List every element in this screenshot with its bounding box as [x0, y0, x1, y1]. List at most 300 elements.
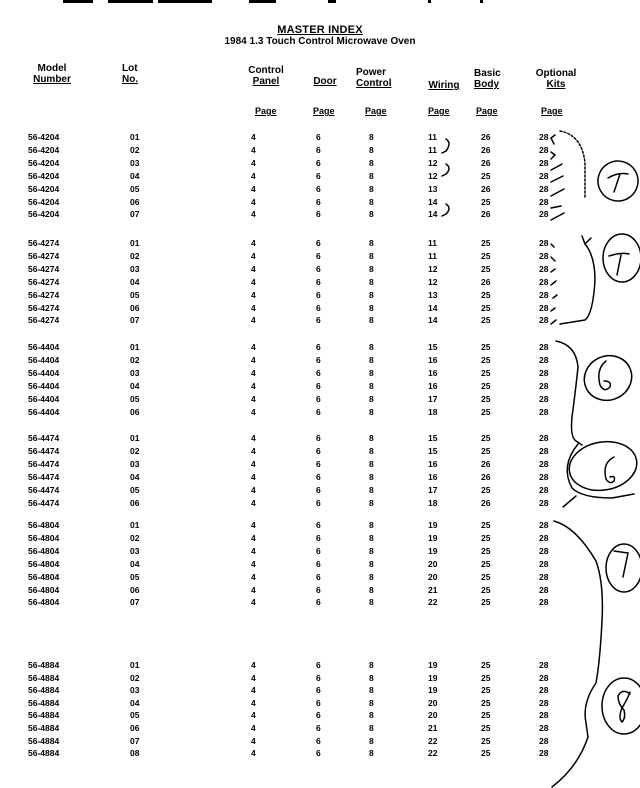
- wiring-page-cell: 20: [428, 710, 438, 721]
- door-page-cell: 6: [316, 520, 321, 530]
- header-line: Basic: [474, 68, 501, 79]
- header-control-panel: [244, 65, 288, 87]
- optional-kits-page-cell: 28: [539, 238, 549, 248]
- basic-body-page-cell: 25: [481, 355, 491, 365]
- wiring-page-cell: 16: [428, 459, 438, 469]
- basic-body-page-cell: 26: [481, 157, 491, 168]
- power-control-page-cell: 8: [369, 532, 374, 543]
- door-page-cell: 6: [316, 498, 321, 508]
- wiring-page-cell: 22: [428, 735, 438, 746]
- wiring-page-cell: 15: [428, 433, 438, 443]
- model-number-cell: 56-4804: [28, 545, 60, 556]
- table-row: [0, 355, 640, 366]
- control-panel-page-cell: 4: [251, 263, 256, 274]
- lot-number-cell: 05: [130, 289, 140, 300]
- header-optional-kits: [533, 68, 579, 90]
- power-control-page-cell: 8: [369, 394, 374, 404]
- model-number-cell: 56-4204: [28, 209, 60, 220]
- lot-number-cell: 05: [130, 183, 140, 194]
- header-wiring: [426, 80, 462, 91]
- table-row: [0, 197, 640, 208]
- basic-body-page-cell: 25: [481, 710, 491, 721]
- door-page-cell: 6: [316, 355, 321, 365]
- basic-body-page-cell: 25: [481, 238, 491, 248]
- door-page-cell: 6: [316, 685, 321, 696]
- basic-body-page-cell: 25: [481, 672, 491, 683]
- model-number-cell: 56-4474: [28, 472, 60, 482]
- cropped-previous-content: [0, 0, 640, 4]
- lot-number-cell: 07: [130, 735, 140, 746]
- model-number-cell: 56-4404: [28, 355, 60, 365]
- door-page-cell: 6: [316, 157, 321, 168]
- wiring-page-cell: 22: [428, 748, 438, 759]
- power-control-page-cell: 8: [369, 263, 374, 274]
- model-number-cell: 56-4884: [28, 685, 60, 696]
- model-number-cell: 56-4804: [28, 532, 60, 543]
- wiring-page-cell: 19: [428, 532, 438, 543]
- wiring-page-cell: 20: [428, 571, 438, 582]
- model-number-cell: 56-4474: [28, 433, 60, 443]
- wiring-page-cell: 17: [428, 394, 438, 404]
- control-panel-page-cell: 4: [251, 144, 256, 155]
- control-panel-page-cell: 4: [251, 276, 256, 287]
- table-row: [0, 459, 640, 470]
- power-control-page-cell: 8: [369, 710, 374, 721]
- power-control-page-cell: 8: [369, 597, 374, 608]
- optional-kits-page-cell: 28: [539, 723, 549, 733]
- door-page-cell: 6: [316, 238, 321, 248]
- header-line: Model: [37, 63, 67, 74]
- model-number-cell: 56-4204: [28, 144, 60, 155]
- wiring-page-cell: 12: [428, 170, 438, 181]
- lot-number-cell: 02: [130, 672, 140, 683]
- model-number-cell: 56-4274: [28, 289, 60, 300]
- basic-body-page-cell: 25: [481, 368, 491, 378]
- basic-body-page-cell: 26: [481, 132, 491, 142]
- power-control-page-cell: 8: [369, 238, 374, 248]
- wiring-page-cell: 16: [428, 368, 438, 378]
- model-number-cell: 56-4204: [28, 170, 60, 181]
- optional-kits-page-cell: 28: [539, 597, 549, 608]
- wiring-page-cell: 16: [428, 381, 438, 391]
- model-number-cell: 56-4884: [28, 723, 60, 733]
- control-panel-page-cell: 4: [251, 183, 256, 194]
- door-page-cell: 6: [316, 289, 321, 300]
- model-number-cell: 56-4274: [28, 250, 60, 261]
- table-row: [0, 698, 640, 709]
- table-row: [0, 472, 640, 483]
- wiring-page-cell: 13: [428, 183, 438, 194]
- optional-kits-page-cell: 28: [539, 407, 549, 417]
- lot-number-cell: 06: [130, 723, 140, 733]
- door-page-cell: 6: [316, 315, 321, 326]
- door-page-cell: 6: [316, 302, 321, 313]
- lot-number-cell: 03: [130, 368, 140, 378]
- lot-number-cell: 05: [130, 485, 140, 495]
- table-row: [0, 520, 640, 531]
- optional-kits-page-cell: 28: [539, 250, 549, 261]
- door-page-cell: 6: [316, 584, 321, 595]
- optional-kits-page-cell: 28: [539, 157, 549, 168]
- control-panel-page-cell: 4: [251, 697, 256, 708]
- optional-kits-page-cell: 28: [539, 183, 549, 194]
- lot-number-cell: 02: [130, 250, 140, 261]
- door-page-cell: 6: [316, 170, 321, 181]
- model-number-cell: 56-4274: [28, 302, 60, 313]
- basic-body-page-cell: 25: [481, 407, 491, 417]
- model-number-cell: 56-4204: [28, 196, 60, 207]
- control-panel-page-cell: 4: [251, 289, 256, 300]
- lot-number-cell: 06: [130, 302, 140, 313]
- wiring-page-cell: 11: [428, 144, 437, 155]
- wiring-page-cell: 21: [428, 723, 438, 733]
- basic-body-page-cell: 26: [481, 209, 491, 220]
- power-control-page-cell: 8: [369, 685, 374, 696]
- basic-body-page-cell: 25: [481, 697, 491, 708]
- door-page-cell: 6: [316, 381, 321, 391]
- wiring-page-cell: 13: [428, 289, 438, 300]
- basic-body-page-cell: 26: [481, 498, 491, 508]
- wiring-page-cell: 15: [428, 446, 438, 456]
- table-row: [0, 145, 640, 156]
- basic-body-page-cell: 25: [481, 302, 491, 313]
- door-page-cell: 6: [316, 710, 321, 721]
- power-control-page-cell: 8: [369, 157, 374, 168]
- header-line: Number: [33, 74, 71, 85]
- power-control-page-cell: 8: [369, 209, 374, 220]
- model-number-cell: 56-4274: [28, 276, 60, 287]
- lot-number-cell: 04: [130, 558, 140, 569]
- control-panel-page-cell: 4: [251, 342, 256, 352]
- basic-body-page-cell: 26: [481, 472, 491, 482]
- power-control-page-cell: 8: [369, 407, 374, 417]
- control-panel-page-cell: 4: [251, 368, 256, 378]
- wiring-page-cell: 12: [428, 276, 438, 287]
- door-page-cell: 6: [316, 368, 321, 378]
- optional-kits-page-cell: 28: [539, 472, 549, 482]
- lot-number-cell: 05: [130, 394, 140, 404]
- lot-number-cell: 07: [130, 209, 140, 220]
- wiring-page-cell: 12: [428, 157, 438, 168]
- power-control-page-cell: 8: [369, 584, 374, 595]
- table-row: [0, 209, 640, 220]
- table-row: [0, 407, 640, 418]
- lot-number-cell: 06: [130, 407, 140, 417]
- optional-kits-page-cell: 28: [539, 144, 549, 155]
- basic-body-page-cell: 26: [481, 276, 491, 287]
- lot-number-cell: 04: [130, 381, 140, 391]
- model-number-cell: 56-4404: [28, 368, 60, 378]
- door-page-cell: 6: [316, 459, 321, 469]
- optional-kits-page-cell: 28: [539, 315, 549, 326]
- door-page-cell: 6: [316, 558, 321, 569]
- lot-number-cell: 03: [130, 685, 140, 696]
- wiring-page-cell: 19: [428, 672, 438, 683]
- lot-number-cell: 05: [130, 571, 140, 582]
- control-panel-page-cell: 4: [251, 394, 256, 404]
- power-control-page-cell: 8: [369, 144, 374, 155]
- basic-body-page-cell: 25: [481, 170, 491, 181]
- lot-number-cell: 04: [130, 170, 140, 181]
- table-row: [0, 303, 640, 314]
- basic-body-page-cell: 26: [481, 459, 491, 469]
- basic-body-page-cell: 25: [481, 394, 491, 404]
- power-control-page-cell: 8: [369, 132, 374, 142]
- basic-body-page-cell: 25: [481, 584, 491, 595]
- model-number-cell: 56-4474: [28, 485, 60, 495]
- optional-kits-page-cell: 28: [539, 685, 549, 696]
- control-panel-page-cell: 4: [251, 209, 256, 220]
- lot-number-cell: 07: [130, 597, 140, 608]
- optional-kits-page-cell: 28: [539, 532, 549, 543]
- lot-number-cell: 01: [130, 520, 140, 530]
- optional-kits-page-cell: 28: [539, 342, 549, 352]
- lot-number-cell: 02: [130, 446, 140, 456]
- control-panel-page-cell: 4: [251, 748, 256, 759]
- table-row: [0, 660, 640, 671]
- table-row: [0, 559, 640, 570]
- table-row: [0, 381, 640, 392]
- power-control-page-cell: 8: [369, 276, 374, 287]
- power-control-page-cell: 8: [369, 355, 374, 365]
- door-page-cell: 6: [316, 276, 321, 287]
- power-control-page-cell: 8: [369, 381, 374, 391]
- wiring-page-cell: 11: [428, 132, 437, 142]
- control-panel-page-cell: 4: [251, 381, 256, 391]
- lot-number-cell: 08: [130, 748, 140, 759]
- power-control-page-cell: 8: [369, 672, 374, 683]
- control-panel-page-cell: 4: [251, 472, 256, 482]
- model-number-cell: 56-4404: [28, 381, 60, 391]
- power-control-page-cell: 8: [369, 170, 374, 181]
- page-subheader-basic-body: Page: [476, 106, 498, 116]
- basic-body-page-cell: 25: [481, 723, 491, 733]
- header-line: Optional: [535, 68, 577, 79]
- power-control-page-cell: 8: [369, 472, 374, 482]
- optional-kits-page-cell: 28: [539, 584, 549, 595]
- wiring-page-cell: 14: [428, 315, 438, 326]
- wiring-page-cell: 20: [428, 558, 438, 569]
- model-number-cell: 56-4204: [28, 132, 60, 142]
- control-panel-page-cell: 4: [251, 132, 256, 142]
- lot-number-cell: 01: [130, 238, 140, 248]
- basic-body-page-cell: 25: [481, 685, 491, 696]
- power-control-page-cell: 8: [369, 446, 374, 456]
- lot-number-cell: 06: [130, 498, 140, 508]
- table-row: [0, 585, 640, 596]
- optional-kits-page-cell: 28: [539, 571, 549, 582]
- table-row: [0, 485, 640, 496]
- basic-body-page-cell: 25: [481, 571, 491, 582]
- power-control-page-cell: 8: [369, 498, 374, 508]
- lot-number-cell: 01: [130, 132, 140, 142]
- basic-body-page-cell: 25: [481, 250, 491, 261]
- control-panel-page-cell: 4: [251, 238, 256, 248]
- model-number-cell: 56-4884: [28, 672, 60, 683]
- model-number-cell: 56-4274: [28, 315, 60, 326]
- power-control-page-cell: 8: [369, 459, 374, 469]
- door-page-cell: 6: [316, 735, 321, 746]
- table-row: [0, 597, 640, 608]
- control-panel-page-cell: 4: [251, 597, 256, 608]
- basic-body-page-cell: 25: [481, 315, 491, 326]
- lot-number-cell: 02: [130, 532, 140, 543]
- lot-number-cell: 06: [130, 584, 140, 595]
- model-number-cell: 56-4884: [28, 660, 60, 670]
- page-subheader-power-control: Page: [365, 106, 387, 116]
- power-control-page-cell: 8: [369, 697, 374, 708]
- optional-kits-page-cell: 28: [539, 381, 549, 391]
- page-subheader-control-panel: Page: [255, 106, 277, 116]
- optional-kits-page-cell: 28: [539, 459, 549, 469]
- basic-body-page-cell: 25: [481, 748, 491, 759]
- door-page-cell: 6: [316, 394, 321, 404]
- header-line: Kits: [546, 79, 566, 90]
- basic-body-page-cell: 25: [481, 597, 491, 608]
- control-panel-page-cell: 4: [251, 735, 256, 746]
- power-control-page-cell: 8: [369, 735, 374, 746]
- wiring-page-cell: 11: [428, 238, 437, 248]
- lot-number-cell: 01: [130, 433, 140, 443]
- door-page-cell: 6: [316, 660, 321, 670]
- lot-number-cell: 06: [130, 196, 140, 207]
- page-subtitle: 1984 1.3 Touch Control Microwave Oven: [224, 36, 416, 47]
- model-number-cell: 56-4804: [28, 597, 60, 608]
- wiring-page-cell: 14: [428, 196, 438, 207]
- basic-body-page-cell: 25: [481, 558, 491, 569]
- control-panel-page-cell: 4: [251, 446, 256, 456]
- page-subheader-wiring: Page: [428, 106, 450, 116]
- header-line: Door: [313, 76, 337, 87]
- basic-body-page-cell: 25: [481, 520, 491, 530]
- model-number-cell: 56-4404: [28, 342, 60, 352]
- power-control-page-cell: 8: [369, 748, 374, 759]
- control-panel-page-cell: 4: [251, 660, 256, 670]
- wiring-page-cell: 19: [428, 520, 438, 530]
- door-page-cell: 6: [316, 446, 321, 456]
- header-line: Control: [356, 78, 392, 89]
- basic-body-page-cell: 26: [481, 144, 491, 155]
- basic-body-page-cell: 25: [481, 196, 491, 207]
- table-row: [0, 132, 640, 143]
- header-power-control: [356, 67, 400, 89]
- door-page-cell: 6: [316, 132, 321, 142]
- wiring-page-cell: 18: [428, 498, 438, 508]
- control-panel-page-cell: 4: [251, 407, 256, 417]
- optional-kits-page-cell: 28: [539, 748, 549, 759]
- header-door: [310, 76, 340, 87]
- table-row: [0, 251, 640, 262]
- control-panel-page-cell: 4: [251, 302, 256, 313]
- basic-body-page-cell: 25: [481, 485, 491, 495]
- control-panel-page-cell: 4: [251, 355, 256, 365]
- wiring-page-cell: 22: [428, 597, 438, 608]
- model-number-cell: 56-4804: [28, 571, 60, 582]
- power-control-page-cell: 8: [369, 545, 374, 556]
- lot-number-cell: 02: [130, 144, 140, 155]
- lot-number-cell: 01: [130, 660, 140, 670]
- header-line: No.: [122, 74, 139, 85]
- model-number-cell: 56-4804: [28, 584, 60, 595]
- lot-number-cell: 03: [130, 545, 140, 556]
- basic-body-page-cell: 25: [481, 545, 491, 556]
- table-row: [0, 394, 640, 405]
- door-page-cell: 6: [316, 571, 321, 582]
- power-control-page-cell: 8: [369, 196, 374, 207]
- table-row: [0, 546, 640, 557]
- model-number-cell: 56-4474: [28, 459, 60, 469]
- wiring-page-cell: 19: [428, 685, 438, 696]
- model-number-cell: 56-4274: [28, 263, 60, 274]
- control-panel-page-cell: 4: [251, 723, 256, 733]
- table-row: [0, 171, 640, 182]
- basic-body-page-cell: 25: [481, 381, 491, 391]
- power-control-page-cell: 8: [369, 660, 374, 670]
- model-number-cell: 56-4884: [28, 735, 60, 746]
- control-panel-page-cell: 4: [251, 672, 256, 683]
- control-panel-page-cell: 4: [251, 532, 256, 543]
- model-number-cell: 56-4804: [28, 520, 60, 530]
- lot-number-cell: 03: [130, 459, 140, 469]
- table-row: [0, 446, 640, 457]
- optional-kits-page-cell: 28: [539, 735, 549, 746]
- optional-kits-page-cell: 28: [539, 545, 549, 556]
- optional-kits-page-cell: 28: [539, 132, 549, 142]
- power-control-page-cell: 8: [369, 315, 374, 326]
- optional-kits-page-cell: 28: [539, 697, 549, 708]
- power-control-page-cell: 8: [369, 250, 374, 261]
- wiring-page-cell: 16: [428, 355, 438, 365]
- header-lot-no: [122, 63, 150, 85]
- table-row: [0, 533, 640, 544]
- table-row: [0, 433, 640, 444]
- control-panel-page-cell: 4: [251, 520, 256, 530]
- table-row: [0, 572, 640, 583]
- optional-kits-page-cell: 28: [539, 433, 549, 443]
- optional-kits-page-cell: 28: [539, 276, 549, 287]
- door-page-cell: 6: [316, 723, 321, 733]
- optional-kits-page-cell: 28: [539, 520, 549, 530]
- control-panel-page-cell: 4: [251, 685, 256, 696]
- page-subheader-door: Page: [313, 106, 335, 116]
- wiring-page-cell: 14: [428, 209, 438, 220]
- optional-kits-page-cell: 28: [539, 289, 549, 300]
- door-page-cell: 6: [316, 433, 321, 443]
- door-page-cell: 6: [316, 485, 321, 495]
- header-line: Power: [356, 67, 387, 78]
- door-page-cell: 6: [316, 672, 321, 683]
- door-page-cell: 6: [316, 472, 321, 482]
- optional-kits-page-cell: 28: [539, 196, 549, 207]
- optional-kits-page-cell: 28: [539, 672, 549, 683]
- door-page-cell: 6: [316, 209, 321, 220]
- control-panel-page-cell: 4: [251, 571, 256, 582]
- power-control-page-cell: 8: [369, 433, 374, 443]
- wiring-page-cell: 16: [428, 472, 438, 482]
- power-control-page-cell: 8: [369, 183, 374, 194]
- wiring-page-cell: 17: [428, 485, 438, 495]
- door-page-cell: 6: [316, 697, 321, 708]
- model-number-cell: 56-4404: [28, 394, 60, 404]
- table-row: [0, 748, 640, 759]
- power-control-page-cell: 8: [369, 485, 374, 495]
- power-control-page-cell: 8: [369, 368, 374, 378]
- optional-kits-page-cell: 28: [539, 558, 549, 569]
- control-panel-page-cell: 4: [251, 498, 256, 508]
- control-panel-page-cell: 4: [251, 170, 256, 181]
- wiring-page-cell: 21: [428, 584, 438, 595]
- control-panel-page-cell: 4: [251, 315, 256, 326]
